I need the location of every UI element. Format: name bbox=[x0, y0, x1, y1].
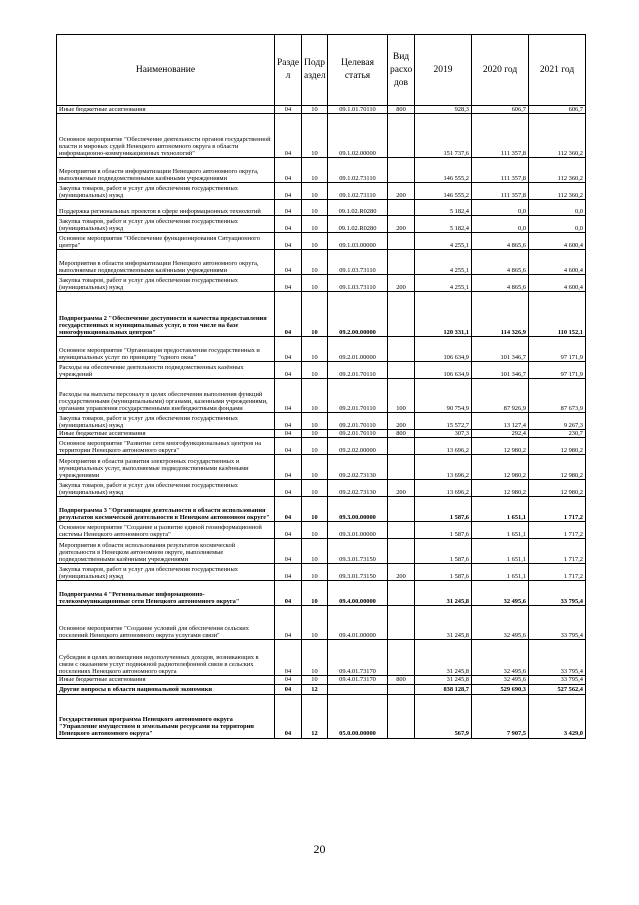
cell-r: 04 bbox=[275, 114, 302, 158]
cell-y1: 151 737,6 bbox=[415, 114, 472, 158]
cell-p: 10 bbox=[302, 292, 328, 337]
cell-p: 10 bbox=[302, 497, 328, 522]
table-row bbox=[57, 292, 586, 337]
cell-y3: 1 717,2 bbox=[529, 539, 586, 564]
cell-r: 04 bbox=[275, 684, 302, 694]
cell-y3: 4 600,4 bbox=[529, 275, 586, 292]
cell-v bbox=[388, 522, 415, 539]
cell-a: 09.1.02.73110 bbox=[328, 183, 388, 200]
header-article: Целевая статья bbox=[328, 35, 388, 106]
cell-p: 10 bbox=[302, 606, 328, 640]
cell-y2: 111 357,8 bbox=[472, 183, 529, 200]
cell-y1: 13 696,2 bbox=[415, 480, 472, 497]
cell-p: 10 bbox=[302, 106, 328, 114]
cell-y2: 111 357,8 bbox=[472, 158, 529, 183]
header-2021: 2021 год bbox=[529, 35, 586, 106]
cell-y3: 606,7 bbox=[529, 106, 586, 114]
cell-r: 04 bbox=[275, 522, 302, 539]
cell-y3: 97 171,9 bbox=[529, 362, 586, 379]
table-row bbox=[57, 497, 586, 522]
cell-y1: 106 634,9 bbox=[415, 362, 472, 379]
cell-name: Основное мероприятие "Развитие сети многофункциональных центров на территории Ненецкого автономного округа" bbox=[57, 438, 275, 455]
cell-r: 04 bbox=[275, 183, 302, 200]
cell-v bbox=[388, 497, 415, 522]
cell-y2: 101 346,7 bbox=[472, 337, 529, 362]
cell-y3: 110 152,1 bbox=[529, 292, 586, 337]
cell-name: Закупка товаров, работ и услуг для обеспечения государственных (муниципальных) нужд bbox=[57, 564, 275, 581]
cell-v bbox=[388, 158, 415, 183]
table-row bbox=[57, 362, 586, 379]
cell-v bbox=[388, 640, 415, 676]
cell-r: 04 bbox=[275, 676, 302, 684]
cell-y1: 15 572,7 bbox=[415, 413, 472, 430]
cell-name: Поддержка региональных проектов в сфере информационных технологий bbox=[57, 200, 275, 216]
cell-name: Закупка товаров, работ и услуг для обеспечения государственных (муниципальных) нужд bbox=[57, 183, 275, 200]
cell-y2: 32 495,6 bbox=[472, 640, 529, 676]
cell-y2: 87 926,9 bbox=[472, 379, 529, 413]
cell-a: 09.4.01.73170 bbox=[328, 640, 388, 676]
budget-page bbox=[56, 34, 585, 739]
cell-p: 10 bbox=[302, 362, 328, 379]
table-row bbox=[57, 694, 586, 738]
table-row bbox=[57, 233, 586, 250]
cell-r: 04 bbox=[275, 250, 302, 275]
cell-r: 04 bbox=[275, 606, 302, 640]
cell-p: 10 bbox=[302, 539, 328, 564]
table-row bbox=[57, 438, 586, 455]
cell-r: 04 bbox=[275, 337, 302, 362]
cell-y2: 4 865,6 bbox=[472, 275, 529, 292]
cell-p: 10 bbox=[302, 413, 328, 430]
cell-a: 09.3.01.73150 bbox=[328, 539, 388, 564]
cell-name: Основное мероприятие "Обеспечение деятельности органов государственной власти и мировых судей Ненецкого автономного округа в области информационно-коммуникационных технологий" bbox=[57, 114, 275, 158]
cell-a: 09.2.01.70110 bbox=[328, 362, 388, 379]
cell-p: 12 bbox=[302, 684, 328, 694]
cell-y1: 1 587,6 bbox=[415, 539, 472, 564]
cell-p: 10 bbox=[302, 250, 328, 275]
cell-y3: 97 171,9 bbox=[529, 337, 586, 362]
cell-y3: 0,0 bbox=[529, 216, 586, 233]
cell-name: Субсидии в целях возмещения недополученных доходов, возникающих в связи с оказанием услуг подвижной радиотелефонной связи в сельских поселениях Ненецкого автономного округа bbox=[57, 640, 275, 676]
cell-name: Основное мероприятие "Обеспечение функционирования Ситуационного центра" bbox=[57, 233, 275, 250]
cell-v bbox=[388, 292, 415, 337]
cell-y3: 33 795,4 bbox=[529, 640, 586, 676]
cell-v bbox=[388, 455, 415, 480]
cell-y2: 1 651,1 bbox=[472, 539, 529, 564]
cell-p: 10 bbox=[302, 564, 328, 581]
cell-r: 04 bbox=[275, 413, 302, 430]
cell-p: 10 bbox=[302, 275, 328, 292]
cell-y2: 32 495,6 bbox=[472, 676, 529, 684]
cell-y2: 292,4 bbox=[472, 430, 529, 438]
cell-y1: 1 587,6 bbox=[415, 564, 472, 581]
cell-y2: 4 865,6 bbox=[472, 250, 529, 275]
cell-p: 10 bbox=[302, 455, 328, 480]
cell-v bbox=[388, 539, 415, 564]
cell-p: 10 bbox=[302, 676, 328, 684]
cell-name: Подпрограмма 2 "Обеспечение доступности и качества предоставления государственных и муниципальных услуг, в том числе на базе многофункциональных центров" bbox=[57, 292, 275, 337]
cell-v bbox=[388, 362, 415, 379]
cell-p: 10 bbox=[302, 114, 328, 158]
cell-a: 09.2.01.00000 bbox=[328, 337, 388, 362]
cell-a: 09.2.02.73130 bbox=[328, 455, 388, 480]
cell-y2: 12 980,2 bbox=[472, 438, 529, 455]
cell-y3: 1 717,2 bbox=[529, 497, 586, 522]
cell-name: Другие вопросы в области национальной экономики bbox=[57, 684, 275, 694]
cell-p: 10 bbox=[302, 337, 328, 362]
cell-y2: 32 495,6 bbox=[472, 606, 529, 640]
cell-y1: 1 587,6 bbox=[415, 522, 472, 539]
cell-y1: 4 255,1 bbox=[415, 250, 472, 275]
table-row bbox=[57, 684, 586, 694]
cell-r: 04 bbox=[275, 581, 302, 606]
table-row bbox=[57, 183, 586, 200]
cell-a: 09.1.02.R0280 bbox=[328, 216, 388, 233]
cell-p: 10 bbox=[302, 200, 328, 216]
table-row bbox=[57, 522, 586, 539]
cell-y3: 3 429,0 bbox=[529, 694, 586, 738]
cell-y3: 33 795,4 bbox=[529, 676, 586, 684]
cell-name: Мероприятия в области информатизации Ненецкого автономного округа, выполняемые подведомственными казёнными учреждениями bbox=[57, 250, 275, 275]
cell-v: 200 bbox=[388, 183, 415, 200]
cell-name: Иные бюджетные ассигнования bbox=[57, 430, 275, 438]
cell-y1: 90 754,9 bbox=[415, 379, 472, 413]
cell-y3: 12 980,2 bbox=[529, 480, 586, 497]
cell-a: 09.4.01.73170 bbox=[328, 676, 388, 684]
cell-p: 10 bbox=[302, 430, 328, 438]
cell-a: 09.2.02.00000 bbox=[328, 438, 388, 455]
table-row bbox=[57, 480, 586, 497]
cell-a: 09.4.00.00000 bbox=[328, 581, 388, 606]
cell-v bbox=[388, 438, 415, 455]
table-row bbox=[57, 250, 586, 275]
table-row bbox=[57, 676, 586, 684]
cell-y1: 838 128,7 bbox=[415, 684, 472, 694]
cell-v bbox=[388, 233, 415, 250]
cell-y3: 12 980,2 bbox=[529, 438, 586, 455]
cell-y1: 5 182,4 bbox=[415, 200, 472, 216]
cell-y3: 33 795,4 bbox=[529, 606, 586, 640]
cell-r: 04 bbox=[275, 564, 302, 581]
cell-name: Закупка товаров, работ и услуг для обеспечения государственных (муниципальных) нужд bbox=[57, 413, 275, 430]
cell-r: 04 bbox=[275, 694, 302, 738]
cell-name: Закупка товаров, работ и услуг для обеспечения государственных (муниципальных) нужд bbox=[57, 480, 275, 497]
cell-a: 09.1.02.00000 bbox=[328, 114, 388, 158]
cell-y1: 31 245,8 bbox=[415, 640, 472, 676]
cell-a: 09.2.01.70110 bbox=[328, 413, 388, 430]
table-row bbox=[57, 640, 586, 676]
cell-v: 200 bbox=[388, 480, 415, 497]
cell-a: 09.1.01.70110 bbox=[328, 106, 388, 114]
cell-v bbox=[388, 200, 415, 216]
cell-r: 04 bbox=[275, 216, 302, 233]
cell-y2: 4 865,6 bbox=[472, 233, 529, 250]
cell-p: 10 bbox=[302, 379, 328, 413]
cell-y3: 9 267,3 bbox=[529, 413, 586, 430]
cell-y3: 112 360,2 bbox=[529, 183, 586, 200]
cell-y1: 106 634,9 bbox=[415, 337, 472, 362]
cell-r: 04 bbox=[275, 438, 302, 455]
cell-y2: 606,7 bbox=[472, 106, 529, 114]
cell-name: Подпрограмма 4 "Региональные информационно-телекоммуникационные сети Ненецкого автономного округа" bbox=[57, 581, 275, 606]
table-row bbox=[57, 430, 586, 438]
cell-v: 200 bbox=[388, 413, 415, 430]
table-body bbox=[57, 106, 586, 739]
header-podrazdel: Подр аздел bbox=[302, 35, 328, 106]
cell-r: 04 bbox=[275, 455, 302, 480]
header-vid: Вид расхо дов bbox=[388, 35, 415, 106]
cell-name: Основное мероприятие "Организация предоставления государственных и муниципальных услуг по принципу "одного окна" bbox=[57, 337, 275, 362]
cell-a: 05.0.00.00000 bbox=[328, 694, 388, 738]
header-2020: 2020 год bbox=[472, 35, 529, 106]
cell-y2: 1 651,1 bbox=[472, 497, 529, 522]
table-row bbox=[57, 158, 586, 183]
table-row bbox=[57, 564, 586, 581]
cell-y3: 1 717,2 bbox=[529, 522, 586, 539]
cell-name: Мероприятия в области использования результатов космической деятельности в Ненецком автономном округе, выполняемые подведомственными казёнными учреждениями bbox=[57, 539, 275, 564]
cell-name: Иные бюджетные ассигнования bbox=[57, 676, 275, 684]
cell-a: 09.4.01.00000 bbox=[328, 606, 388, 640]
header-razdel: Разде л bbox=[275, 35, 302, 106]
cell-v: 200 bbox=[388, 216, 415, 233]
cell-name: Иные бюджетные ассигнования bbox=[57, 106, 275, 114]
cell-y2: 101 346,7 bbox=[472, 362, 529, 379]
cell-a: 09.2.02.73130 bbox=[328, 480, 388, 497]
cell-y3: 12 980,2 bbox=[529, 455, 586, 480]
cell-r: 04 bbox=[275, 362, 302, 379]
cell-p: 10 bbox=[302, 158, 328, 183]
cell-y2: 114 326,9 bbox=[472, 292, 529, 337]
cell-y3: 4 600,4 bbox=[529, 233, 586, 250]
cell-r: 04 bbox=[275, 640, 302, 676]
cell-p: 10 bbox=[302, 216, 328, 233]
table-row bbox=[57, 606, 586, 640]
cell-a: 09.2.01.70110 bbox=[328, 379, 388, 413]
cell-y1: 13 696,2 bbox=[415, 438, 472, 455]
cell-name: Закупка товаров, работ и услуг для обеспечения государственных (муниципальных) нужд bbox=[57, 275, 275, 292]
cell-name: Расходы на обеспечение деятельности подведомственных казённых учреждений bbox=[57, 362, 275, 379]
cell-y2: 1 651,1 bbox=[472, 522, 529, 539]
cell-a: 09.1.03.73110 bbox=[328, 275, 388, 292]
cell-a: 09.2.00.00000 bbox=[328, 292, 388, 337]
cell-r: 04 bbox=[275, 233, 302, 250]
cell-p: 10 bbox=[302, 183, 328, 200]
cell-name: Основное мероприятие "Создание условий для обеспечения сельских поселений Ненецкого автономного округа услугами связи" bbox=[57, 606, 275, 640]
cell-y3: 112 360,2 bbox=[529, 114, 586, 158]
cell-y2: 0,0 bbox=[472, 200, 529, 216]
cell-r: 04 bbox=[275, 539, 302, 564]
cell-y1: 120 331,1 bbox=[415, 292, 472, 337]
cell-y1: 4 255,1 bbox=[415, 233, 472, 250]
cell-r: 04 bbox=[275, 158, 302, 183]
table-row bbox=[57, 200, 586, 216]
cell-y3: 230,7 bbox=[529, 430, 586, 438]
table-row bbox=[57, 337, 586, 362]
cell-y2: 32 495,6 bbox=[472, 581, 529, 606]
cell-v: 800 bbox=[388, 676, 415, 684]
cell-v bbox=[388, 606, 415, 640]
cell-y2: 529 690,3 bbox=[472, 684, 529, 694]
cell-p: 10 bbox=[302, 480, 328, 497]
cell-y2: 0,0 bbox=[472, 216, 529, 233]
table-row bbox=[57, 413, 586, 430]
cell-name: Государственная программа Ненецкого автономного округа "Управление имуществом и земельными ресурсами на территории Ненецкого автономного округа" bbox=[57, 694, 275, 738]
cell-y1: 31 245,8 bbox=[415, 606, 472, 640]
cell-r: 04 bbox=[275, 430, 302, 438]
cell-name: Мероприятия в области развития электронных государственных и муниципальных услуг, выполняемые подведомственными казёнными учреждениями bbox=[57, 455, 275, 480]
cell-p: 10 bbox=[302, 581, 328, 606]
cell-y2: 7 907,5 bbox=[472, 694, 529, 738]
cell-v bbox=[388, 581, 415, 606]
cell-y2: 12 980,2 bbox=[472, 455, 529, 480]
cell-a: 09.3.01.73150 bbox=[328, 564, 388, 581]
cell-name: Подпрограмма 3 "Организация деятельности в области использования результатов космической деятельности в Ненецком автономном округе" bbox=[57, 497, 275, 522]
cell-y1: 31 245,8 bbox=[415, 581, 472, 606]
cell-v: 800 bbox=[388, 430, 415, 438]
cell-v bbox=[388, 114, 415, 158]
cell-y1: 307,3 bbox=[415, 430, 472, 438]
cell-y3: 1 717,2 bbox=[529, 564, 586, 581]
cell-a bbox=[328, 684, 388, 694]
cell-y3: 4 600,4 bbox=[529, 250, 586, 275]
cell-y1: 146 555,2 bbox=[415, 183, 472, 200]
cell-r: 04 bbox=[275, 106, 302, 114]
cell-y3: 33 795,4 bbox=[529, 581, 586, 606]
cell-y2: 111 357,8 bbox=[472, 114, 529, 158]
cell-y1: 5 182,4 bbox=[415, 216, 472, 233]
cell-y3: 527 562,4 bbox=[529, 684, 586, 694]
cell-v: 100 bbox=[388, 379, 415, 413]
cell-y2: 12 980,2 bbox=[472, 480, 529, 497]
cell-a: 09.3.00.00000 bbox=[328, 497, 388, 522]
cell-r: 04 bbox=[275, 480, 302, 497]
table-row bbox=[57, 379, 586, 413]
cell-v bbox=[388, 250, 415, 275]
cell-y1: 928,3 bbox=[415, 106, 472, 114]
cell-name: Основное мероприятие "Создание и развитие единой геоинформационной системы Ненецкого автономного округа" bbox=[57, 522, 275, 539]
cell-a: 09.1.03.73110 bbox=[328, 250, 388, 275]
table-row bbox=[57, 114, 586, 158]
cell-y1: 567,9 bbox=[415, 694, 472, 738]
cell-y2: 1 651,1 bbox=[472, 564, 529, 581]
table-row bbox=[57, 539, 586, 564]
cell-name: Мероприятия в области информатизации Ненецкого автономного округа, выполняемые подведомственными казёнными учреждениями bbox=[57, 158, 275, 183]
budget-table bbox=[56, 34, 586, 739]
cell-v bbox=[388, 337, 415, 362]
cell-a: 09.3.01.00000 bbox=[328, 522, 388, 539]
cell-a: 09.1.02.73110 bbox=[328, 158, 388, 183]
cell-y1: 13 696,2 bbox=[415, 455, 472, 480]
cell-v: 200 bbox=[388, 275, 415, 292]
cell-name: Закупка товаров, работ и услуг для обеспечения государственных (муниципальных) нужд bbox=[57, 216, 275, 233]
cell-name: Расходы на выплаты персоналу в целях обеспечения выполнения функций государственными (муниципальными) органами, казенными учреждениями, органами управления государственными внебюджетными фондами bbox=[57, 379, 275, 413]
cell-v: 200 bbox=[388, 564, 415, 581]
cell-a: 09.2.01.70110 bbox=[328, 430, 388, 438]
cell-a: 09.1.03.00000 bbox=[328, 233, 388, 250]
table-row bbox=[57, 455, 586, 480]
table-row bbox=[57, 216, 586, 233]
cell-r: 04 bbox=[275, 200, 302, 216]
cell-a: 09.1.02.R0280 bbox=[328, 200, 388, 216]
cell-v bbox=[388, 694, 415, 738]
cell-v: 800 bbox=[388, 106, 415, 114]
cell-p: 10 bbox=[302, 522, 328, 539]
cell-p: 10 bbox=[302, 438, 328, 455]
cell-y3: 0,0 bbox=[529, 200, 586, 216]
cell-v bbox=[388, 684, 415, 694]
cell-r: 04 bbox=[275, 275, 302, 292]
cell-y1: 4 255,1 bbox=[415, 275, 472, 292]
cell-y2: 13 127,4 bbox=[472, 413, 529, 430]
table-row bbox=[57, 275, 586, 292]
header-row bbox=[57, 35, 586, 106]
cell-r: 04 bbox=[275, 379, 302, 413]
cell-p: 10 bbox=[302, 640, 328, 676]
cell-p: 12 bbox=[302, 694, 328, 738]
cell-r: 04 bbox=[275, 292, 302, 337]
page-number: 20 bbox=[313, 842, 326, 856]
table-row bbox=[57, 581, 586, 606]
cell-y1: 1 587,6 bbox=[415, 497, 472, 522]
table-row bbox=[57, 106, 586, 114]
cell-y1: 146 555,2 bbox=[415, 158, 472, 183]
header-2019: 2019 bbox=[415, 35, 472, 106]
cell-p: 10 bbox=[302, 233, 328, 250]
cell-y3: 87 673,9 bbox=[529, 379, 586, 413]
cell-y1: 31 245,8 bbox=[415, 676, 472, 684]
cell-y3: 112 360,2 bbox=[529, 158, 586, 183]
header-name: Наименование bbox=[57, 35, 275, 106]
cell-r: 04 bbox=[275, 497, 302, 522]
